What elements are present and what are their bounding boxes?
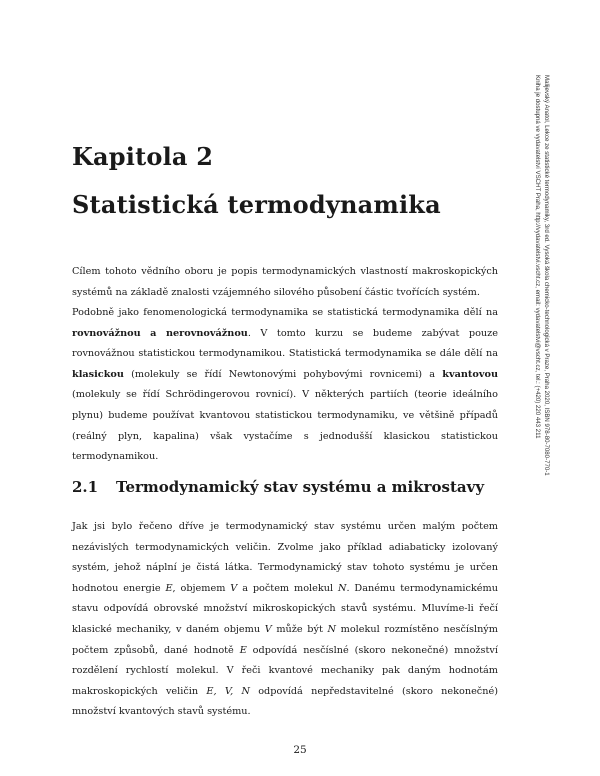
intro-text-d: (molekuly se řídí Newtonovými pohybovými rovnicemi) a (131, 368, 436, 380)
margin-note (526, 75, 550, 605)
chapter-title: Statistická termodynamika (72, 190, 441, 219)
term-kvantovou: kvantovou (442, 368, 498, 380)
symbol-E-1: E (165, 582, 173, 594)
section-text-4: . Danému termodynamickému stavu odpovídá obrovské množství mikroskopických stavů systému. Mluvíme-li řečí klasické mechaniky, v daném objemu (72, 582, 498, 635)
section-paragraph (72, 517, 498, 723)
margin-note-line-1: Malijevský Anatol, Lekce ze statistické termodynamiky, 3rd ed. Vysoká škola chemicko-technologická v Praze, Praha 2020, ISBN 978-80-7080-770-1 (543, 75, 550, 476)
term-rovnovaznou: rovnovážnou (72, 327, 141, 339)
section-text-8: odpovídá nepředstavitelné (skoro nekonečné) množství kvantových stavů systému. (72, 685, 498, 718)
page-number: 25 (293, 744, 307, 756)
section-text-5: může být (276, 623, 323, 635)
intro-paragraph-2 (72, 303, 498, 468)
symbol-E-2: E (239, 644, 247, 656)
symbols-E-V-N: E, V, N (206, 685, 250, 697)
term-nerovnovaznou: nerovnovážnou (165, 327, 248, 339)
term-klasickou: klasickou (72, 368, 124, 380)
symbol-N-1: N (337, 582, 347, 594)
section-text-1: Jak jsi bylo řečeno dříve je termodynamický stav systému určen malým počtem nezávislých termodynamických veličin. Zvolme jako příklad adiabaticky izolovaný systém, jehož náplní je čistá látka. Termodynamický stav tohoto systému je určen hodnotou energie (72, 521, 498, 594)
symbol-V-1: V (230, 582, 238, 594)
intro-text-a: Podobně jako fenomenologická termodynamika se statistická termodynamika dělí na (72, 307, 498, 318)
intro-paragraph-1 (72, 262, 498, 303)
section-number: 2.1 (72, 478, 99, 496)
intro-conj-a: a (150, 327, 157, 339)
chapter-label: Kapitola 2 (72, 142, 214, 171)
section-title: Termodynamický stav systému a mikrostavy (116, 478, 485, 496)
margin-note-line-2: Kniha je dostupná ve vydavatelství VŠCHT Praha, http://vydavatelstvi.vscht.cz, email: vydavatelstvi@vscht.cz, tel.: (+420) 220 443 211 (534, 75, 542, 439)
symbol-V-2: V (264, 623, 272, 635)
section-text-2: , objemem (172, 582, 226, 594)
intro-text-c: . V tomto kurzu se budeme zabývat pouze rovnovážnou statistickou termodynamikou. Statistická termodynamika se dále dělí na (72, 327, 498, 360)
section-text-3: a počtem molekul (242, 582, 334, 594)
intro-sentence-1: Cílem tohoto vědního oboru je popis termodynamických vlastností makroskopických systémů na základě znalosti vzájemného silového působení částic tvořících systém. (72, 266, 498, 298)
section-text-7: odpovídá nesčíslné (skoro nekonečné) množství rozdělení rychlostí molekul. V řeči kvantové mechaniky pak daným hodnotám makroskopických veličin (72, 644, 498, 697)
section-heading (72, 478, 484, 496)
intro-text-e: (molekuly se řídí Schrödingerovou rovnicí). V některých partiích (teorie ideálního plynu) budeme používat kvantovou statistickou termodynamiku, ve většině případů (reálný plyn, kapalina) však vystačíme s jednodušší klasickou statistickou termodynamikou. (72, 389, 498, 463)
symbol-N-2: N (327, 623, 336, 635)
section-text-6: molekul rozmístěno nesčíslným počtem způsobů, dané hodnotě (72, 623, 498, 656)
